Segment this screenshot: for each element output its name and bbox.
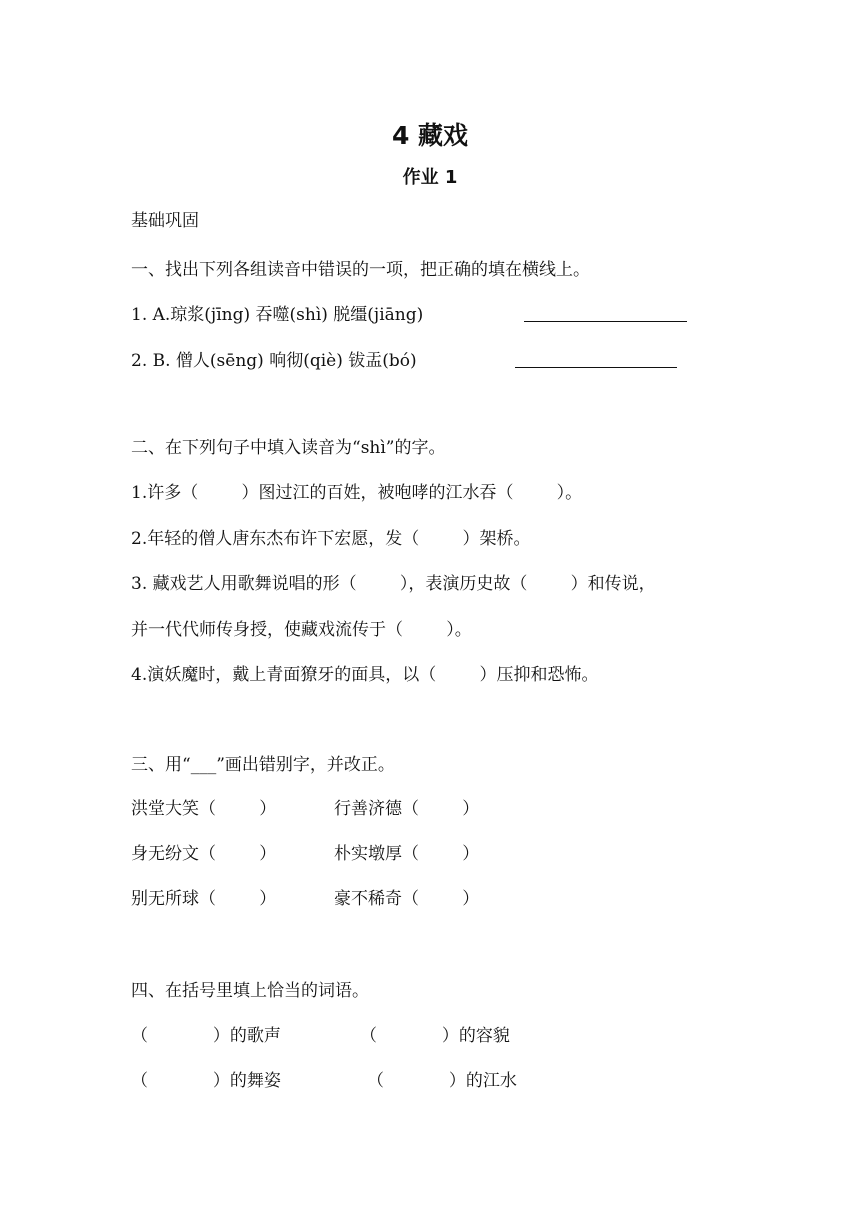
q1-heading: 一、找出下列各组读音中错误的一项，把正确的填在横线上。 xyxy=(131,260,590,280)
q3-paren[interactable]: （ ） xyxy=(199,799,277,819)
q4-item[interactable]: （ ）的歌声 xyxy=(131,1026,281,1046)
q3-item xyxy=(131,843,276,865)
q3-paren[interactable]: （ ） xyxy=(199,844,277,864)
q4-item[interactable]: （ ）的容貌 xyxy=(360,1026,510,1046)
q1-item-2: 2. B. 僧人(sēng) 响彻(qiè) 钹盂(bó) xyxy=(131,351,417,371)
q3-item xyxy=(131,888,276,910)
section-label: 基础巩固 xyxy=(131,211,199,231)
q3-word: 豪不稀奇 xyxy=(334,889,402,909)
q3-item xyxy=(131,798,276,820)
q4-item[interactable]: （ ）的江水 xyxy=(367,1071,517,1091)
q3-word: 别无所球 xyxy=(131,889,199,909)
q3-paren[interactable]: （ ） xyxy=(402,889,480,909)
q1-item-1: 1. A.琼浆(jīng) 吞噬(shì) 脱缰(jiāng) xyxy=(131,305,424,325)
q3-word: 身无纷文 xyxy=(131,844,199,864)
q1-answer-line-2[interactable] xyxy=(515,367,677,368)
q3-paren[interactable]: （ ） xyxy=(402,844,480,864)
q2-line-1: 1.许多（ ）图过江的百姓，被咆哮的江水吞（ ）。 xyxy=(131,483,583,503)
q3-paren[interactable]: （ ） xyxy=(402,799,480,819)
q3-item xyxy=(334,843,479,865)
q3-paren[interactable]: （ ） xyxy=(199,889,277,909)
q2-line-3: 3. 藏戏艺人用歌舞说唱的形（ ），表演历史故（ ）和传说， xyxy=(131,574,656,594)
q2-line-4: 并一代代师传身授，使藏戏流传于（ ）。 xyxy=(131,620,472,640)
q3-word: 行善济德 xyxy=(334,799,402,819)
q4-heading: 四、在括号里填上恰当的词语。 xyxy=(131,981,369,1001)
page-title: 4 藏戏 xyxy=(391,121,469,150)
q1-answer-line-1[interactable] xyxy=(524,321,687,322)
q3-word: 洪堂大笑 xyxy=(131,799,199,819)
q3-heading: 三、用“___”画出错别字，并改正。 xyxy=(131,755,395,775)
q2-heading: 二、在下列句子中填入读音为“shì”的字。 xyxy=(131,438,446,458)
q3-word: 朴实墩厚 xyxy=(334,844,402,864)
q3-item xyxy=(334,798,479,820)
q2-line-5: 4.演妖魔时，戴上青面獠牙的面具，以（ ）压抑和恐怖。 xyxy=(131,665,599,685)
page-subtitle: 作业 1 xyxy=(402,167,458,188)
q3-item xyxy=(334,888,479,910)
q2-line-2: 2.年轻的僧人唐东杰布许下宏愿，发（ ）架桥。 xyxy=(131,529,531,549)
q4-item[interactable]: （ ）的舞姿 xyxy=(131,1071,281,1091)
